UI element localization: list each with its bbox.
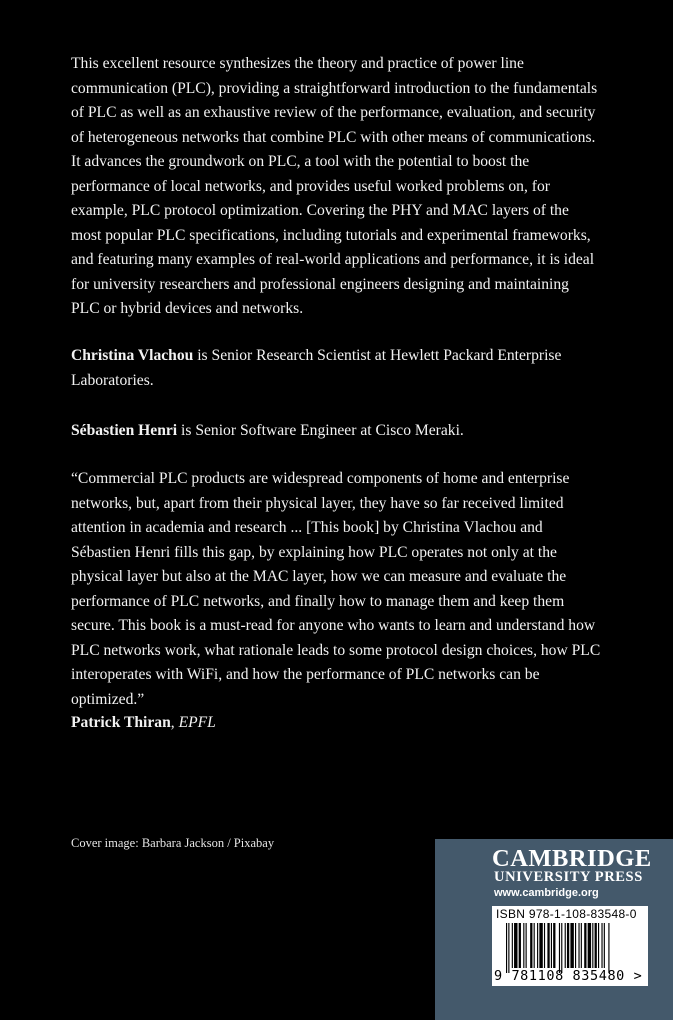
publisher-url: www.cambridge.org: [494, 887, 599, 899]
barcode-bar: [512, 923, 513, 968]
attribution-separator: ,: [170, 714, 179, 731]
endorser-affiliation: EPFL: [178, 714, 216, 731]
barcode-bar: [530, 923, 532, 968]
barcode-digits: 9 781108 835480 >: [494, 968, 643, 984]
barcode-bar: [539, 923, 542, 968]
barcode-bar: [537, 923, 538, 968]
endorsement-attribution: [71, 711, 601, 736]
author-role: is Senior Research Scientist at Hewlett Packard Enterprise Laboratories.: [71, 347, 562, 389]
barcode-bar: [553, 923, 555, 968]
barcode-bar: [561, 923, 562, 973]
barcode-bar: [547, 923, 549, 968]
barcode-bar: [506, 923, 507, 973]
author-bio-vlachou: [71, 344, 601, 393]
barcode-bar: [565, 923, 566, 968]
barcode-bar: [575, 923, 576, 968]
barcode-bar: [578, 923, 579, 968]
barcode-bar: [519, 923, 521, 968]
barcode-bar: [508, 923, 509, 973]
isbn-label: ISBN 978-1-108-83548-0: [496, 907, 637, 921]
barcode-bar: [551, 923, 552, 968]
barcode-bar: [523, 923, 524, 968]
author-name: Christina Vlachou: [71, 347, 194, 364]
barcode-bar: [608, 923, 609, 973]
barcode-bar: [570, 923, 573, 968]
cover-image-credit: Cover image: Barbara Jackson / Pixabay: [71, 836, 275, 850]
barcode-bar: [581, 923, 582, 968]
barcode-bar: [604, 923, 605, 968]
publisher-subname: UNIVERSITY PRESS: [494, 869, 643, 885]
barcode-bar: [559, 923, 560, 973]
endorsement-quote: “Commercial PLC products are widespread components of home and enterprise networks, but, apart from their physical layer, they have so far received limited attention in academia and research ... [This book] by Christina Vlachou and Sébastien Henri fills this gap, by explaining how PLC operates not only at the physical layer but also at the MAC layer, how we can measure and evaluate the performance of PLC networks, and finally how to manage them and keep them secure. This book is a must-read for anyone who wants to learn and understand how PLC networks work, what rationale leads to some protocol design choices, how PLC interoperates with WiFi, and how the performance of PLC networks can be optimized.”: [71, 470, 601, 708]
barcode-bar: [514, 923, 517, 968]
barcode-bar: [598, 923, 599, 968]
barcode-bar: [584, 923, 586, 968]
barcode-bar: [544, 923, 545, 968]
author-bio-henri: [71, 419, 601, 444]
barcode-bar: [601, 923, 602, 968]
publisher-name: CAMBRIDGE: [492, 845, 652, 872]
isbn-barcode: [492, 906, 648, 986]
barcode-bar: [588, 923, 591, 968]
author-name: Sébastien Henri: [71, 422, 178, 439]
barcode-bar: [534, 923, 535, 968]
endorser-name: Patrick Thiran: [71, 714, 171, 731]
book-description: This excellent resource synthesizes the theory and practice of power line communication (PLC), providing a straightforward introduction to the fundamentals of PLC as well as an exhaustive review of the performance, evaluation, and security of heterogeneous networks that combine PLC with other means of communications. It advances the groundwork on PLC, a tool with the potential to boost the performance of local networks, and provides useful worked problems on, for example, PLC protocol optimization. Covering the PHY and MAC layers of the most popular PLC specifications, including tutorials and experimental frameworks, and featuring many examples of real-world applications and performance, it is ideal for university researchers and professional engineers designing and maintaining PLC or hybrid devices and networks.: [71, 55, 598, 317]
barcode-bar: [567, 923, 569, 968]
author-role: is Senior Software Engineer at Cisco Meraki.: [177, 422, 464, 439]
barcode-bar: [595, 923, 597, 968]
barcode-bar: [592, 923, 593, 968]
barcode-bar: [526, 923, 527, 968]
